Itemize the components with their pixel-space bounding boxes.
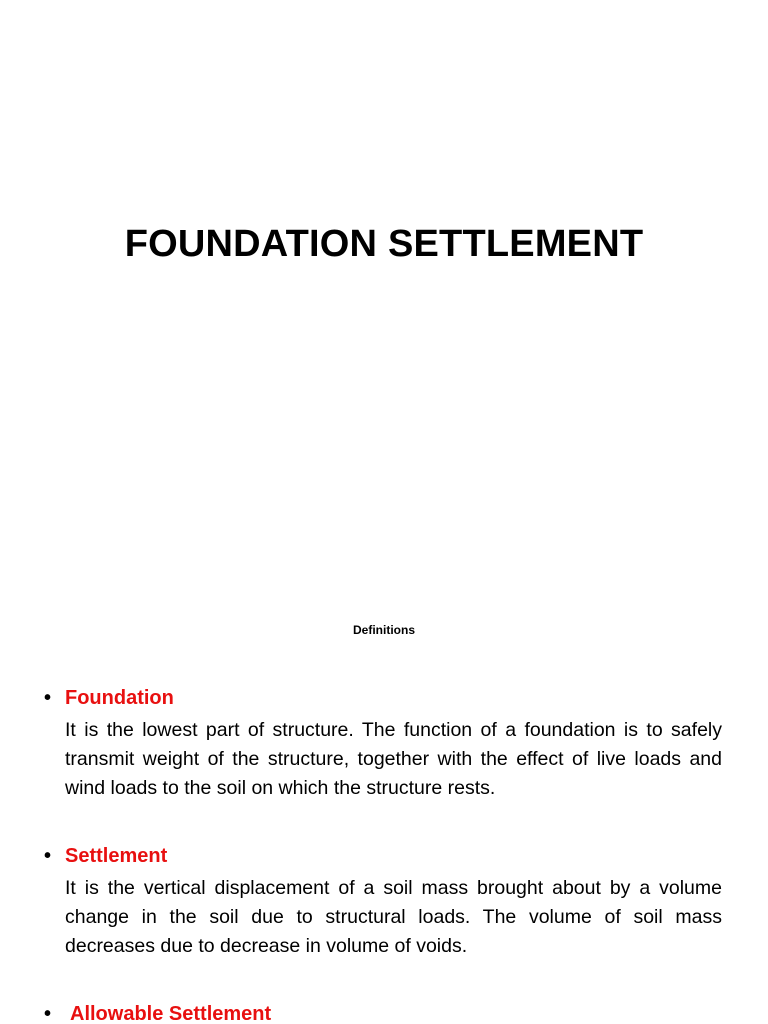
bullet-icon: • — [44, 687, 52, 709]
definition-heading — [44, 1000, 722, 1024]
definition-text: It is the vertical displacement of a soil mass brought about by a volume change in the soil due to structural loads. The volume of soil mass decreases due to decrease in volume of voids. — [65, 877, 722, 957]
definition-item-foundation — [44, 684, 722, 803]
definition-term: Foundation — [65, 687, 174, 709]
definition-heading — [44, 842, 722, 870]
definition-heading — [44, 684, 722, 712]
definition-item-allowable-settlement — [44, 1000, 722, 1024]
definition-item-settlement — [44, 842, 722, 961]
definition-text: It is the lowest part of structure. The function of a foundation is to safely transmit weight of the structure, together with the effect of live loads and wind loads to the soil on which the structure rests. — [65, 719, 722, 799]
bullet-icon: • — [44, 1003, 52, 1024]
page-title: FOUNDATION SETTLEMENT — [124, 223, 644, 265]
bullet-icon: • — [44, 845, 52, 867]
section-caption: Definitions — [353, 623, 415, 637]
definition-term: Allowable Settlement — [70, 1003, 272, 1024]
definition-term: Settlement — [65, 845, 168, 867]
